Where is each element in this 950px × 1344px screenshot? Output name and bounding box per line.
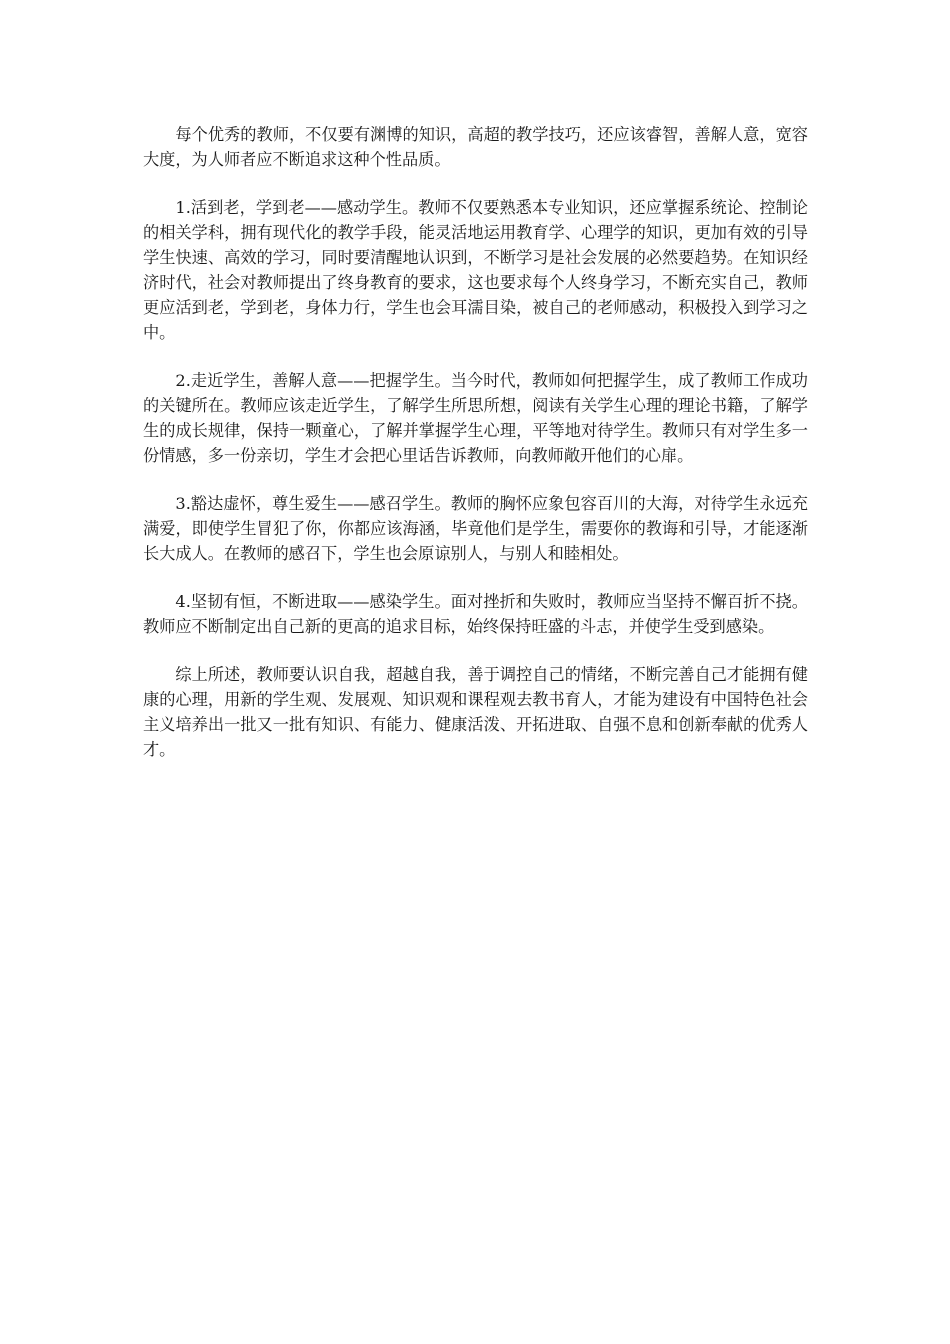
conclusion-paragraph: 综上所述，教师要认识自我，超越自我，善于调控自己的情绪，不断完善自己才能拥有健康的心理，用新的学生观、发展观、知识观和课程观去教书育人，才能为建设有中国特色社会主义培养出一批又一批有知识、有能力、健康活泼、开拓进取、自强不息和创新奉献的优秀人才。 <box>143 665 808 759</box>
paragraph-4: 4.坚韧有恒，不断进取——感染学生。面对挫折和失败时，教师应当坚持不懈百折不挠。教师应不断制定出自己新的更高的追求目标，始终保持旺盛的斗志，并使学生受到感染。 <box>143 592 808 636</box>
document-body <box>143 122 808 785</box>
paragraph-1: 1.活到老，学到老——感动学生。教师不仅要熟悉本专业知识，还应掌握系统论、控制论的相关学科，拥有现代化的教学手段，能灵活地运用教育学、心理学的知识，更加有效的引导学生快速、高效的学习，同时要清醒地认识到，不断学习是社会发展的必然要趋势。在知识经济时代，社会对教师提出了终身教育的要求，这也要求每个人终身学习，不断充实自己，教师更应活到老，学到老，身体力行，学生也会耳濡目染，被自己的老师感动，积极投入到学习之中。 <box>143 198 808 342</box>
paragraph-2: 2.走近学生，善解人意——把握学生。当今时代，教师如何把握学生，成了教师工作成功的关键所在。教师应该走近学生，了解学生所思所想，阅读有关学生心理的理论书籍，了解学生的成长规律，保持一颗童心，了解并掌握学生心理，平等地对待学生。教师只有对学生多一份情感，多一份亲切，学生才会把心里话告诉教师，向教师敞开他们的心扉。 <box>143 371 808 465</box>
intro-paragraph: 每个优秀的教师，不仅要有渊博的知识，高超的教学技巧，还应该睿智，善解人意，宽容大度，为人师者应不断追求这种个性品质。 <box>143 125 808 169</box>
paragraph-3: 3.豁达虚怀，尊生爱生——感召学生。教师的胸怀应象包容百川的大海，对待学生永远充满爱，即使学生冒犯了你，你都应该海涵，毕竟他们是学生，需要你的教诲和引导，才能逐渐长大成人。在教师的感召下，学生也会原谅别人，与别人和睦相处。 <box>143 494 808 563</box>
